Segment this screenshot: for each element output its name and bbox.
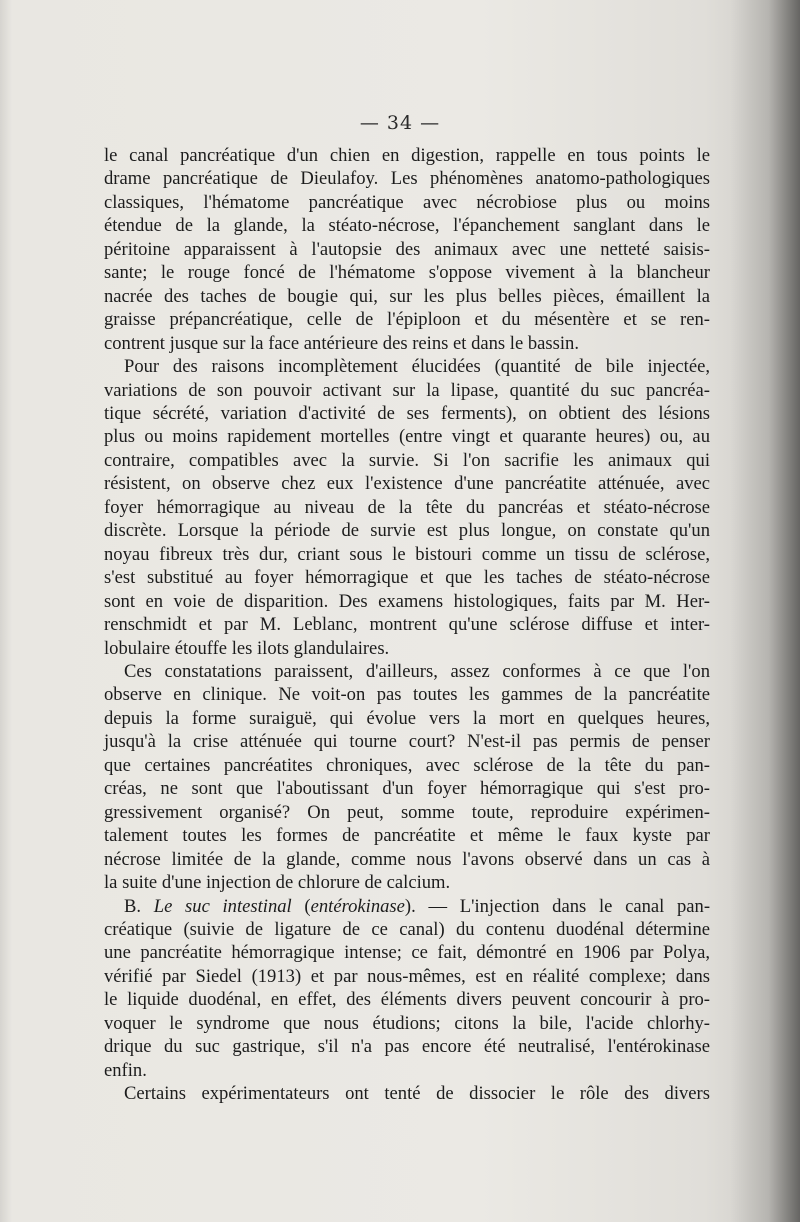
text-line: renschmidt et par M. Leblanc, montrent qu'une sclérose diffuse et inter-: [104, 614, 710, 636]
text-line: drique du suc gastrique, s'il n'a pas encore été neutralisé, l'entérokinase: [104, 1036, 710, 1058]
text-line: vérifié par Siedel (1913) et par nous-mêmes, est en réalité complexe; dans: [104, 965, 710, 987]
paragraph-3: [104, 660, 710, 895]
text-line: talement toutes les formes de pancréatite et même le faux kyste par: [104, 825, 710, 847]
page-number: — 34 —: [359, 112, 441, 134]
text-line: nécrose limitée de la glande, comme nous l'avons observé dans un cas à: [104, 848, 710, 870]
text-line: classiques, l'hématome pancréatique avec nécrobiose plus ou moins: [104, 191, 710, 213]
paragraph-5: [104, 1082, 710, 1105]
text-line: voquer le syndrome que nous étudions; citons la bile, l'acide chlorhy-: [104, 1012, 710, 1034]
text-line: Pour des raisons incomplètement élucidées (quantité de bile injectée,: [124, 356, 710, 378]
text-line: gressivement organisé? On peut, somme toute, reproduire expérimen-: [104, 801, 710, 823]
text-line: le canal pancréatique d'un chien en digestion, rappelle en tous points le: [104, 145, 710, 166]
text-line: sont en voie de disparition. Des examens histologiques, faits par M. Her-: [104, 590, 710, 612]
text-line: le liquide duodénal, en effet, des éléments divers peuvent concourir à pro-: [104, 989, 710, 1011]
section-middle: (: [291, 895, 311, 917]
text-line: jusqu'à la crise atténuée qui tourne court? N'est-il pas permis de penser: [104, 731, 710, 753]
text-line: discrète. Lorsque la période de survie est plus longue, on constate qu'un: [104, 520, 710, 542]
text-line: lobulaire étouffe les ilots glandulaires.: [104, 637, 390, 659]
paragraph-4: [104, 895, 710, 1083]
text-line: la suite d'une injection de chlorure de calcium.: [104, 872, 451, 894]
body-text: [104, 144, 710, 1106]
text-line: contrent jusque sur la face antérieure des reins et dans le bassin.: [104, 332, 579, 354]
text-line: étendue de la glande, la stéato-nécrose, l'épanchement sanglant dans le: [104, 215, 710, 237]
text-line: une pancréatite hémorragique intense; ce fait, démontré en 1906 par Polya,: [104, 942, 710, 964]
text-line: créatique (suivie de ligature de ce canal) du contenu duodénal détermine: [104, 918, 710, 940]
text-line: s'est substitué au foyer hémorragique et que les taches de stéato-nécrose: [104, 567, 710, 589]
text-line: Certains expérimentateurs ont tenté de dissocier le rôle des divers: [124, 1083, 710, 1105]
paragraph-2: [104, 355, 710, 660]
text-line: que certaines pancréatites chroniques, avec sclérose de la tête du pan-: [104, 754, 710, 776]
text-line: tique sécrété, variation d'activité de ses ferments), on obtient des lésions: [104, 402, 710, 424]
text-line: noyau fibreux très dur, criant sous le bistouri comme un tissu de sclérose,: [104, 543, 710, 565]
text-line: variations de son pouvoir activant sur la lipase, quantité du suc pancréa-: [104, 379, 710, 401]
text-line: nacrée des taches de bougie qui, sur les plus belles pièces, émaillent la: [104, 285, 710, 307]
text-line: plus ou moins rapidement mortelles (entre vingt et quarante heures) ou, au: [104, 426, 710, 448]
text-line: drame pancréatique de Dieulafoy. Les phénomènes anatomo-pathologiques: [104, 168, 710, 190]
text-line: Ces constatations paraissent, d'ailleurs, assez conformes à ce que l'on: [124, 660, 710, 682]
section-suffix: ). — L'injection dans le canal pan-: [404, 895, 711, 917]
text-line: observe en clinique. Ne voit-on pas toutes les gammes de la pancréatite: [104, 684, 710, 706]
text-line: depuis la forme suraiguë, qui évolue vers la mort en quelques heures,: [104, 707, 710, 729]
section-prefix: B.: [124, 895, 154, 917]
section-term: entérokinase: [310, 895, 405, 917]
text-line: enfin.: [104, 1059, 147, 1081]
text-line: contraire, compatibles avec la survie. Si l'on sacrifie les animaux qui: [104, 449, 710, 471]
text-line: péritoine apparaissent à l'autopsie des animaux avec une netteté saisis-: [104, 238, 710, 260]
section-heading-line: [104, 895, 710, 918]
text-line: sante; le rouge foncé de l'hématome s'oppose vivement à la blancheur: [104, 262, 710, 284]
binding-shadow: [730, 0, 800, 1222]
text-line: graisse prépancréatique, celle de l'épiploon et du mésentère et se ren-: [104, 309, 710, 331]
paragraph-1: [104, 144, 710, 355]
text-line: foyer hémorragique au niveau de la tête du pancréas et stéato-nécrose: [104, 496, 710, 518]
text-line: résistent, on observe chez eux l'existence d'une pancréatite atténuée, avec: [104, 473, 710, 495]
section-title: Le suc intestinal: [153, 895, 292, 917]
text-line: créas, ne sont que l'aboutissant d'un foyer hémorragique qui s'est pro-: [104, 778, 710, 800]
